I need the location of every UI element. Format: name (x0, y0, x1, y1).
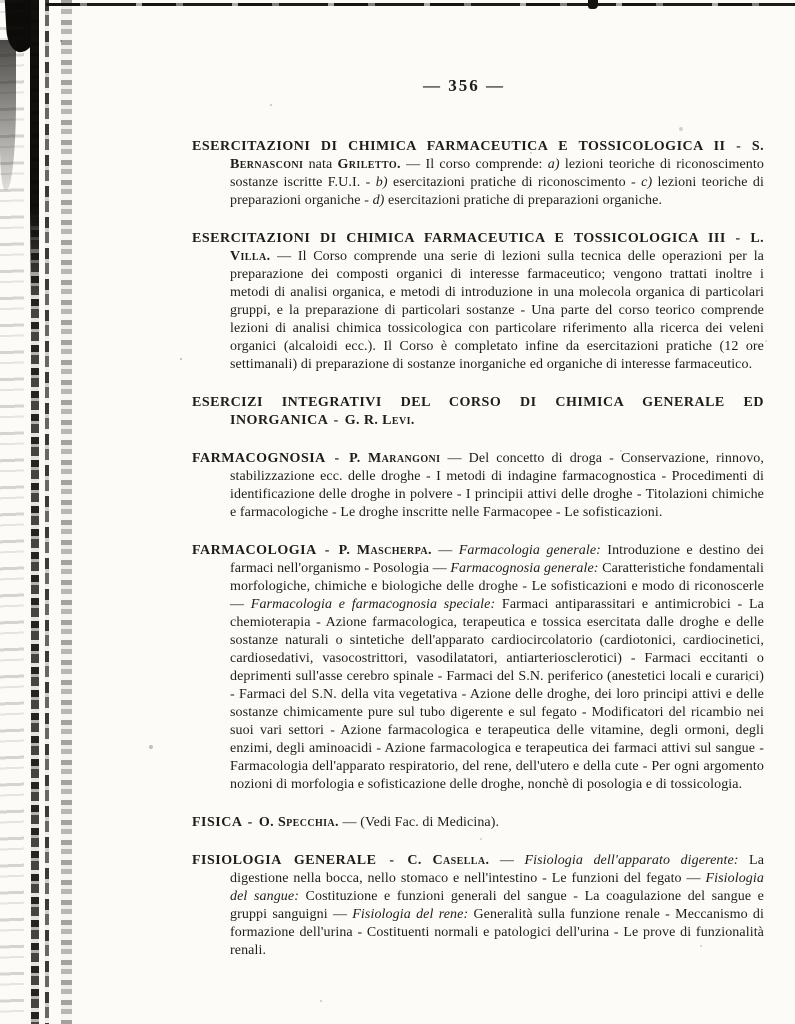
text-run: lezioni teoriche di preparazioni organiche - (230, 175, 764, 208)
text-run: — (Vedi Fac. di Medicina). (338, 815, 500, 830)
scan-noise-dots (60, 40, 62, 42)
text-run: — (431, 543, 459, 558)
text-run: b) (375, 175, 388, 190)
text-run: S. Bernasconi (230, 139, 764, 172)
text-run: c) (641, 175, 653, 190)
page-content (192, 76, 764, 980)
text-run: ESERCITAZIONI DI CHIMICA FARMACEUTICA E TOSSICOLOGICA II - (192, 139, 752, 154)
binding-ink-blob (5, 0, 40, 53)
text-run: Farmacognosia generale: (450, 561, 599, 576)
text-run: esercitazioni pratiche di preparazioni organiche. (384, 193, 663, 208)
course-entry-esercizi-integrativi-chimica-generale-inorganica (192, 394, 764, 430)
text-run: FARMACOLOGIA - (192, 543, 339, 558)
course-list (192, 138, 764, 960)
course-entry-esercitazioni-chimica-farmaceutica-tossicologica-ii (192, 138, 764, 210)
edge-speckle-column (0, 0, 24, 1024)
course-entry-fisica (192, 814, 764, 832)
text-run: Introduzione e destino dei farmaci nell'organismo - Posologia — (230, 543, 764, 576)
text-run: O. Specchia. (258, 815, 339, 830)
text-run: lezioni teoriche di riconoscimento sostanze iscritte F.U.I. - (230, 157, 764, 190)
text-run: ESERCIZI INTEGRATIVI DEL CORSO DI CHIMICA GENERALE ED INORGANICA - (192, 395, 764, 428)
text-run: FARMACOGNOSIA - (192, 451, 350, 466)
text-run: FISICA - (192, 815, 259, 830)
text-run: G. R. Levi. (344, 413, 415, 428)
text-run: Fisiologia del sangue: (230, 871, 764, 904)
page-number: — 356 — (423, 76, 505, 95)
text-run: — (489, 853, 525, 868)
binding-ink-blob-2 (0, 40, 16, 190)
top-edge-scan-line (46, 3, 795, 6)
top-edge-ink-mark (588, 0, 598, 9)
text-run: P. Marangoni (349, 451, 441, 466)
binding-bar-2 (45, 0, 49, 1024)
text-run: C. Casella. (407, 853, 490, 868)
course-entry-esercitazioni-chimica-farmaceutica-tossicologica-iii (192, 230, 764, 374)
text-run: d) (372, 193, 385, 208)
text-run: — Il corso comprende: (400, 157, 548, 172)
text-run: Generalità sulla funzione renale - Meccanismo di formazione dell'urina - Costituenti normali e patologici dell'urina - Le prove di funzionalità renali. (230, 907, 764, 958)
course-entry-fisiologia-generale (192, 852, 764, 960)
course-entry-farmacognosia (192, 450, 764, 522)
text-run: — Il Corso comprende una serie di lezioni sulla tecnica delle operazioni per la preparazione dei composti organici di interesse farmaceutico; vengono trattati inoltre i metodi di analisi organica, e metodi di introduzione in una molecola organica di particolari gruppi, e la preparazione di particolari sostanze - Una parte del corso teorico comprende lezioni di analisi chimica tossicologica con particolare riferimento alla ricerca dei veleni organici (alcaloidi ecc.). Il Corso è completato infine da esercitazioni pratiche (12 ore settimanali) di preparazione di sostanze inorganiche ed organiche di interesse farmaceutico. (230, 249, 764, 372)
text-run: ESERCITAZIONI DI CHIMICA FARMACEUTICA E TOSSICOLOGICA III - (192, 231, 751, 246)
text-run: a) (547, 157, 560, 172)
text-run: Fisiologia del rene: (352, 907, 469, 922)
binding-bar-3 (61, 0, 72, 1024)
text-run: Costituzione e funzioni generali del sangue - La coagulazione del sangue e gruppi sanguigni — (230, 889, 764, 922)
text-run: FISIOLOGIA GENERALE - (192, 853, 408, 868)
text-run: Farmacologia generale: (458, 543, 601, 558)
text-run: Farmaci antiparassitari e antimicrobici - La chemioterapia - Azione farmacologica, terapeutica e tossica esercitata dalle droghe e delle sostanze naturali o sintetiche dell'apparato cardiocircolatorio (cardiotonici, cardiocinetici, cardiosedativi, vasocostrittori, vasodilatatori, antiarteriosclerotici) - Farmaci eccitanti o deprimenti sull'asse cerebro spinale - Farmaci del S.N. periferico (anestetici locali e curarici) - Farmaci del S.N. della vita vegetativa - Azione delle droghe, dei loro principi attivi e delle sostanze chimicamente pure sul tubo digerente e sul fegato - Modificatori del ricambio nei suoi vari settori - Azione farmacologica e terapeutica delle vitamine, degli ormoni, degli enzimi, degli aminoacidi - Azione farmacologica e terapeutica dei farmaci attivi sul sangue - Farmacologia dell'apparato respiratorio, del rene, dell'utero e della cute - Per ogni argomento nozioni di morfologia e sofisticazione delle droghe, nonchè di posologia e di tossicologia. (230, 597, 764, 792)
text-run: Caratteristiche fondamentali morfologiche, chimiche e biologiche delle droghe - Le sofisticazioni e modo di riconoscerle — (230, 561, 764, 612)
text-run: esercitazioni pratiche di riconoscimento - (387, 175, 642, 190)
text-run: Griletto. (337, 157, 401, 172)
text-run: P. Mascherpa. (338, 543, 432, 558)
text-run: nata (303, 157, 338, 172)
text-run: L. Villa. (230, 231, 764, 264)
course-entry-farmacologia (192, 542, 764, 794)
binding-bar-1 (31, 0, 39, 1024)
text-run: Farmacologia e farmacognosia speciale: (250, 597, 496, 612)
binding-bar-solid (30, 0, 39, 300)
text-run: — Del concetto di droga - Conservazione, rinnovo, stabilizzazione ecc. delle droghe - I metodi di indagine farmacognostica - Procedimenti di identificazione delle droghe in polvere - I principii attivi delle droghe - Titolazioni chimiche e farmacologiche - Le droghe inscritte nelle Farmacopee - Le sofisticazioni. (230, 451, 764, 520)
text-run: Fisiologia dell'apparato digerente: (524, 853, 739, 868)
text-run: La digestione nella bocca, nello stomaco e nell'intestino - Le funzioni del fegato — (230, 853, 765, 886)
